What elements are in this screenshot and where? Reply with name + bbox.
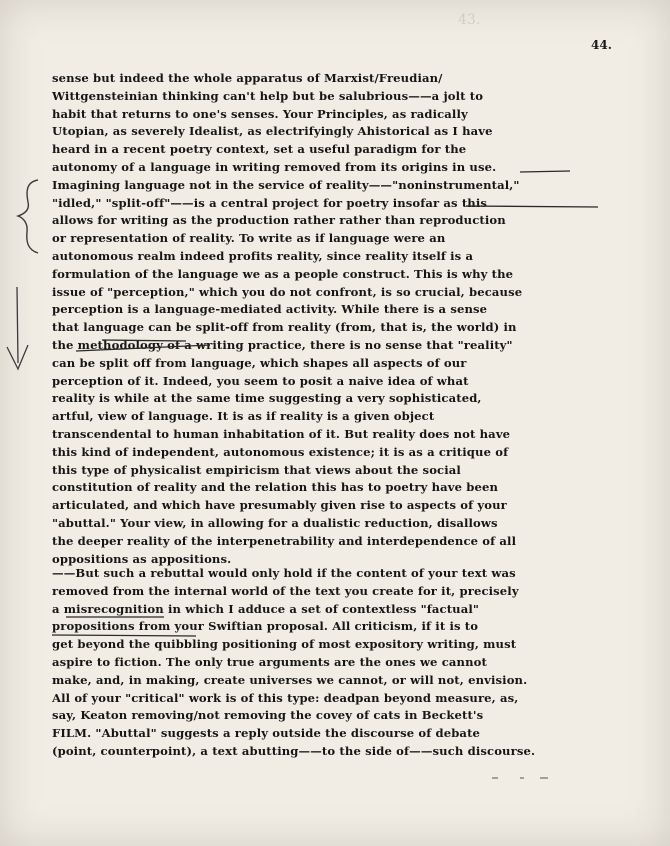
text-line: reality is while at the same time suggesting a very sophisticated, <box>52 391 482 406</box>
text-line: removed from the internal world of the text you create for it, precisely <box>52 583 519 598</box>
text-line: Utopian, as severely Idealist, as electrifyingly Ahistorical as I have <box>52 124 493 139</box>
text-line: the methodology of a writing practice, there is no sense that "reality" <box>52 337 513 352</box>
text-line: allows for writing as the production rather rather than reproduction <box>52 213 506 228</box>
text-line: heard in a recent poetry context, set a useful paradigm for the <box>52 142 467 157</box>
paragraph-1 <box>52 70 657 568</box>
bleed-through-page-number: 43. <box>458 12 481 28</box>
margin-brace-icon <box>12 176 42 256</box>
text-line: Wittgensteinian thinking can't help but be salubrious——a jolt to <box>52 88 484 103</box>
text-line: or representation of reality. To write as if language were an <box>52 231 446 246</box>
text-line: a misrecognition in which I adduce a set of contextless "factual" <box>52 601 480 616</box>
text-line: perception of it. Indeed, you seem to posit a naive idea of what <box>52 373 469 388</box>
text-line: Imagining language not in the service of reality——"noninstrumental," <box>52 177 520 192</box>
text-line: (point, counterpoint), a text abutting——to the side of——such discourse. <box>52 743 536 758</box>
text-line: make, and, in making, create universes we cannot, or will not, envision. <box>52 672 528 687</box>
text-line: artful, view of language. It is as if reality is a given object <box>52 409 435 424</box>
paragraph-2 <box>52 565 657 761</box>
text-line: ——But such a rebuttal would only hold if the content of your text was <box>52 566 516 580</box>
text-line: autonomous realm indeed profits reality, since reality itself is a <box>52 248 474 263</box>
text-line: transcendental to human inhabitation of it. But reality does not have <box>52 426 511 441</box>
text-line: this type of physicalist empiricism that views about the social <box>52 462 461 477</box>
text-line: get beyond the quibbling positioning of most expository writing, must <box>52 637 517 652</box>
text-line: can be split off from language, which shapes all aspects of our <box>52 355 467 370</box>
page-number: 44. <box>591 38 612 52</box>
text-line: All of your "critical" work is of this type: deadpan beyond measure, as, <box>52 690 519 705</box>
text-line: constitution of reality and the relation this has to poetry have been <box>52 480 499 495</box>
text-line: say, Keaton removing/not removing the covey of cats in Beckett's <box>52 708 484 723</box>
text-line: "idled," "split-off"——is a central project for poetry insofar as this <box>52 195 488 210</box>
text-line: propositions from your Swiftian proposal. All criticism, if it is to <box>52 619 479 634</box>
text-line: autonomy of a language in writing removed from its origins in use. <box>52 159 497 174</box>
text-line: articulated, and which have presumably given rise to aspects of your <box>52 498 507 513</box>
text-line: this kind of independent, autonomous existence; it is as a critique of <box>52 444 509 459</box>
text-line: the deeper reality of the interpenetrability and interdependence of all <box>52 533 517 548</box>
text-line: perception is a language-mediated activity. While there is a sense <box>52 302 488 317</box>
text-line: aspire to fiction. The only true arguments are the ones we cannot <box>52 654 487 669</box>
text-line: sense but indeed the whole apparatus of Marxist/Freudian/ <box>52 71 443 85</box>
text-line: FILM. "Abuttal" suggests a reply outside the discourse of debate <box>52 726 481 741</box>
text-line: formulation of the language we as a people construct. This is why the <box>52 266 514 281</box>
text-line: "abuttal." Your view, in allowing for a dualistic reduction, disallows <box>52 515 498 530</box>
text-line: issue of "perception," which you do not confront, is so crucial, because <box>52 284 523 299</box>
text-line: habit that returns to one's senses. Your Principles, as radically <box>52 106 468 121</box>
margin-arrow-icon <box>4 285 32 375</box>
text-line: oppositions as appositions. <box>52 551 232 566</box>
stray-dash-icon <box>490 776 550 780</box>
text-line: that language can be split-off from reality (from, that is, the world) in <box>52 320 517 335</box>
